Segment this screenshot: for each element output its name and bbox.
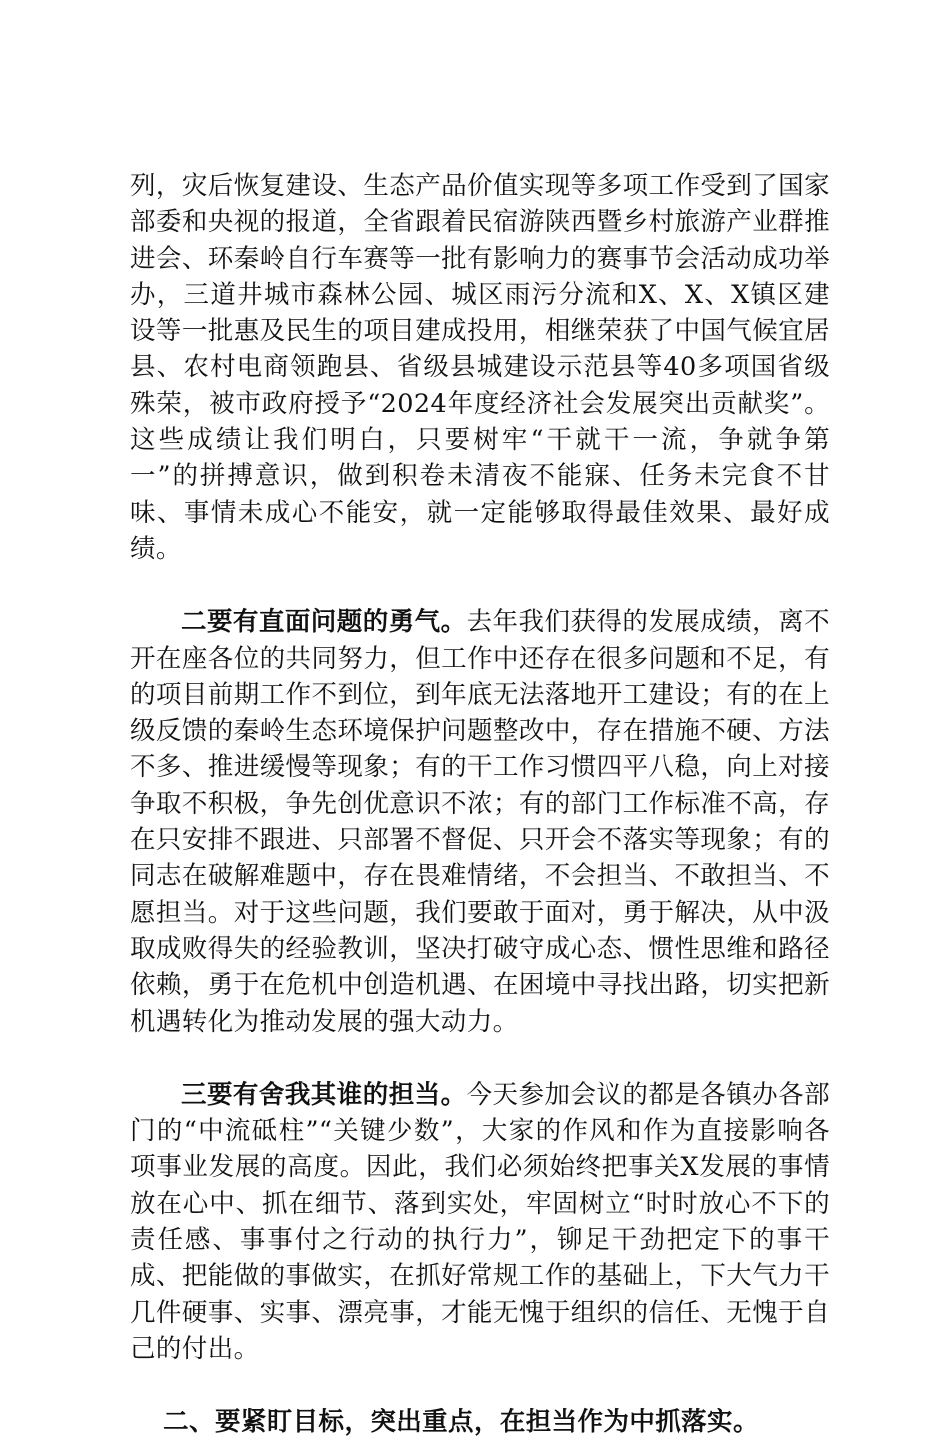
paragraph-gap — [130, 1367, 830, 1404]
paragraph-gap — [130, 1040, 830, 1077]
document-page — [130, 168, 830, 1441]
paragraph-text: 今天参加会议的都是各镇办各部门的“中流砥柱”“关键少数”，大家的作风和作为直接影响各项事业发展的高度。因此，我们必须始终把事关X发展的事情放在心中、抓在细节、落到实处，牢固树立“时时放心不下的责任感、事事付之行动的执行力”，铆足干劲把定下的事干成、把能做的事做实，在抓好常规工作的基础上，下大气力干几件硬事、实事、漂亮事，才能无愧于组织的信任、无愧于自己的付出。 — [130, 1079, 830, 1364]
paragraph-responsibility — [130, 1077, 830, 1367]
paragraph-gap — [130, 567, 830, 604]
paragraph-lead-heading: 三要有舍我其谁的担当。 — [181, 1079, 467, 1110]
paragraph-continuation — [130, 168, 830, 567]
paragraph-courage — [130, 604, 830, 1040]
paragraph-lead-heading: 二要有直面问题的勇气。 — [181, 607, 467, 638]
paragraph-text: 列，灾后恢复建设、生态产品价值实现等多项工作受到了国家部委和央视的报道，全省跟着民宿游陕西暨乡村旅游产业群推进会、环秦岭自行车赛等一批有影响力的赛事节会活动成功举办，三道井城市森林公园、城区雨污分流和X、X、X镇区建设等一批惠及民生的项目建成投用，相继荣获了中国气候宜居县、农村电商领跑县、省级县城建设示范县等40多项国省级殊荣，被市政府授予“2024年度经济社会发展突出贡献奖”。这些成绩让我们明白，只要树牢“干就干一流，争就争第一”的拼搏意识，做到积卷未清夜不能寐、任务未完食不甘味、事情未成心不能安，就一定能够取得最佳效果、最好成绩。 — [130, 171, 830, 564]
paragraph-text: 去年我们获得的发展成绩，离不开在座各位的共同努力，但工作中还存在很多问题和不足，有的项目前期工作不到位，到年底无法落地开工建设；有的在上级反馈的秦岭生态环境保护问题整改中，存在措施不硬、方法不多、推进缓慢等现象；有的干工作习惯四平八稳，向上对接争取不积极，争先创优意识不浓；有的部门工作标准不高，存在只安排不跟进、只部署不督促、只开会不落实等现象；有的同志在破解难题中，存在畏难情绪，不会担当、不敢担当、不愿担当。对于这些问题，我们要敢于面对，勇于解决，从中汲取成败得失的经验教训，坚决打破守成心态、惯性思维和路径依赖，勇于在危机中创造机遇、在困境中寻找出路，切实把新机遇转化为推动发展的强大动力。 — [130, 607, 830, 1037]
section-heading: 二、要紧盯目标，突出重点，在担当作为中抓落实。 — [163, 1407, 759, 1438]
